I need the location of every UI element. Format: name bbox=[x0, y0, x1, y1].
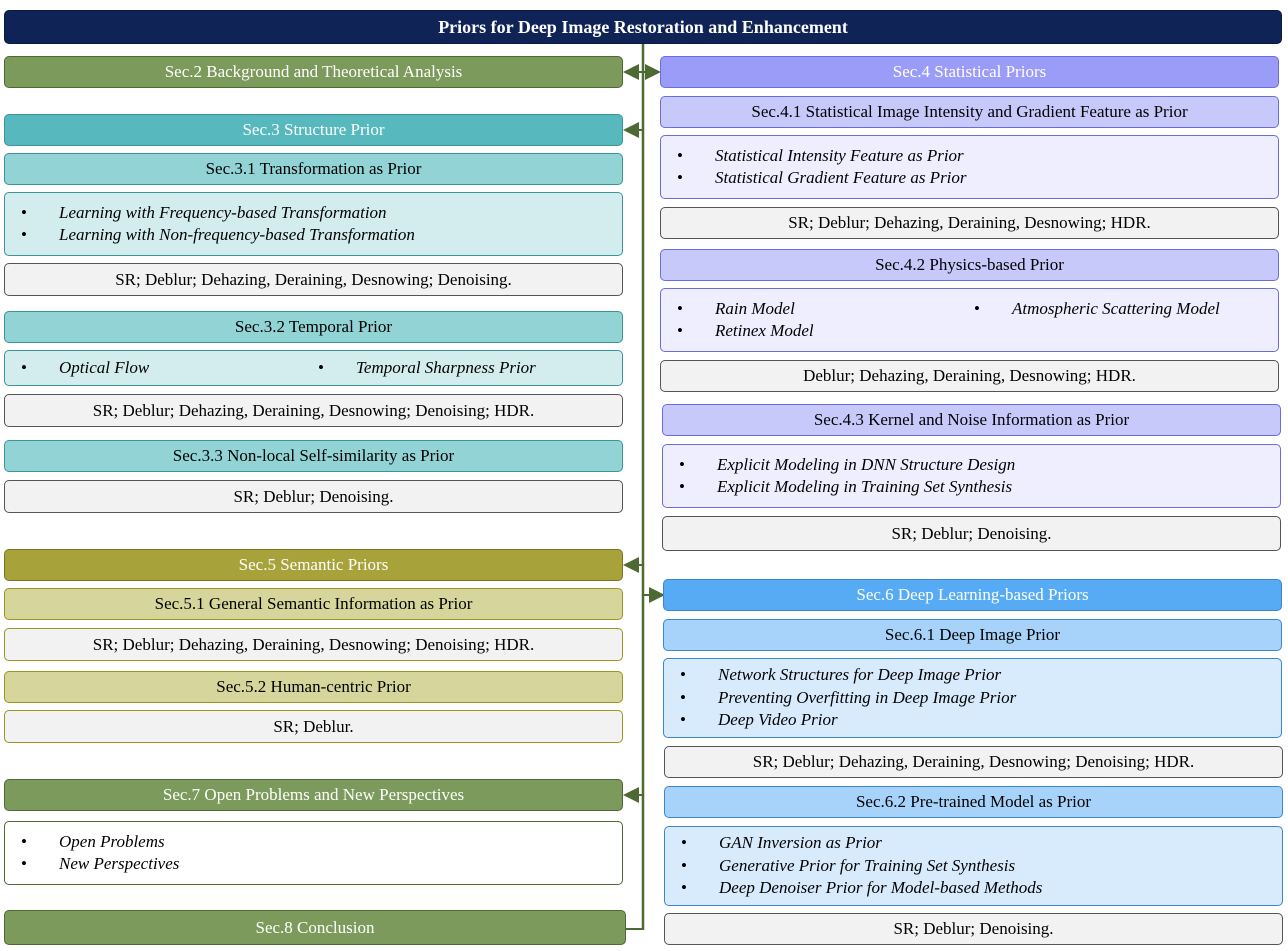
list-item: • Deep Video Prior bbox=[680, 710, 838, 730]
sec4-header: Sec.4 Statistical Priors bbox=[660, 56, 1279, 88]
sec3-2-applications: SR; Deblur; Dehazing, Deraining, Desnowing; Denoising; HDR. bbox=[4, 394, 623, 427]
sec3-header: Sec.3 Structure Prior bbox=[4, 114, 623, 146]
sec3-2-list bbox=[4, 350, 623, 386]
sec6-header: Sec.6 Deep Learning-based Priors bbox=[663, 579, 1282, 611]
sec5-1-applications: SR; Deblur; Dehazing, Deraining, Desnowing; Denoising; HDR. bbox=[4, 628, 623, 661]
sec6-1-header: Sec.6.1 Deep Image Prior bbox=[663, 619, 1282, 651]
list-item: • Statistical Gradient Feature as Prior bbox=[677, 168, 967, 187]
sec6-2-header: Sec.6.2 Pre-trained Model as Prior bbox=[664, 786, 1283, 818]
list-item: • Rain Model bbox=[677, 298, 795, 318]
sec4-3-list bbox=[662, 444, 1281, 508]
list-item: • Statistical Intensity Feature as Prior bbox=[677, 145, 964, 165]
list-item: • Temporal Sharpness Prior bbox=[318, 357, 536, 377]
list-item: • Explicit Modeling in Training Set Synthesis bbox=[679, 477, 1013, 496]
sec8-header: Sec.8 Conclusion bbox=[4, 910, 626, 945]
sec3-1-header: Sec.3.1 Transformation as Prior bbox=[4, 153, 623, 185]
sec3-2-header: Sec.3.2 Temporal Prior bbox=[4, 311, 623, 343]
sec6-2-applications: SR; Deblur; Denoising. bbox=[664, 913, 1283, 945]
diagram-title: Priors for Deep Image Restoration and Enhancement bbox=[4, 10, 1282, 44]
sec6-1-list bbox=[663, 658, 1282, 738]
sec5-header: Sec.5 Semantic Priors bbox=[4, 549, 623, 581]
list-item: • Optical Flow bbox=[21, 357, 150, 377]
sec4-2-applications: Deblur; Dehazing, Deraining, Desnowing; HDR. bbox=[660, 360, 1279, 392]
list-item: • GAN Inversion as Prior bbox=[681, 833, 882, 853]
list-item: • New Perspectives bbox=[21, 854, 180, 873]
sec4-1-applications: SR; Deblur; Dehazing, Deraining, Desnowing; HDR. bbox=[660, 207, 1279, 239]
sec7-list bbox=[4, 821, 623, 885]
list-item: • Explicit Modeling in DNN Structure Design bbox=[679, 454, 1016, 474]
sec5-1-header: Sec.5.1 General Semantic Information as Prior bbox=[4, 588, 623, 620]
list-item: • Network Structures for Deep Image Prior bbox=[680, 665, 1002, 685]
sec6-1-applications: SR; Deblur; Dehazing, Deraining, Desnowing; Denoising; HDR. bbox=[664, 746, 1283, 778]
sec2-header: Sec.2 Background and Theoretical Analysis bbox=[4, 56, 623, 88]
sec4-2-list bbox=[660, 288, 1279, 352]
sec5-2-applications: SR; Deblur. bbox=[4, 710, 623, 743]
list-item: • Retinex Model bbox=[677, 321, 814, 340]
sec4-3-header: Sec.4.3 Kernel and Noise Information as Prior bbox=[662, 404, 1281, 436]
list-item: • Learning with Frequency-based Transformation bbox=[21, 202, 387, 222]
list-item: • Atmospheric Scattering Model bbox=[974, 298, 1220, 318]
sec3-3-applications: SR; Deblur; Denoising. bbox=[4, 480, 623, 513]
sec3-1-list bbox=[4, 192, 623, 256]
sec3-1-applications: SR; Deblur; Dehazing, Deraining, Desnowing; Denoising. bbox=[4, 263, 623, 296]
list-item: • Open Problems bbox=[21, 831, 165, 851]
sec7-header: Sec.7 Open Problems and New Perspectives bbox=[4, 779, 623, 811]
sec4-2-header: Sec.4.2 Physics-based Prior bbox=[660, 249, 1279, 281]
list-item: • Learning with Non-frequency-based Transformation bbox=[21, 225, 415, 244]
sec5-2-header: Sec.5.2 Human-centric Prior bbox=[4, 671, 623, 703]
list-item: • Generative Prior for Training Set Synthesis bbox=[681, 855, 1016, 875]
sec3-3-header: Sec.3.3 Non-local Self-similarity as Prior bbox=[4, 440, 623, 472]
list-item: • Deep Denoiser Prior for Model-based Methods bbox=[681, 878, 1043, 898]
sec4-3-applications: SR; Deblur; Denoising. bbox=[662, 516, 1281, 551]
list-row bbox=[677, 298, 1278, 321]
list-item: • Preventing Overfitting in Deep Image Prior bbox=[680, 687, 1017, 707]
sec4-1-list bbox=[660, 135, 1279, 199]
sec6-2-list bbox=[664, 826, 1283, 906]
sec4-1-header: Sec.4.1 Statistical Image Intensity and Gradient Feature as Prior bbox=[660, 96, 1279, 128]
